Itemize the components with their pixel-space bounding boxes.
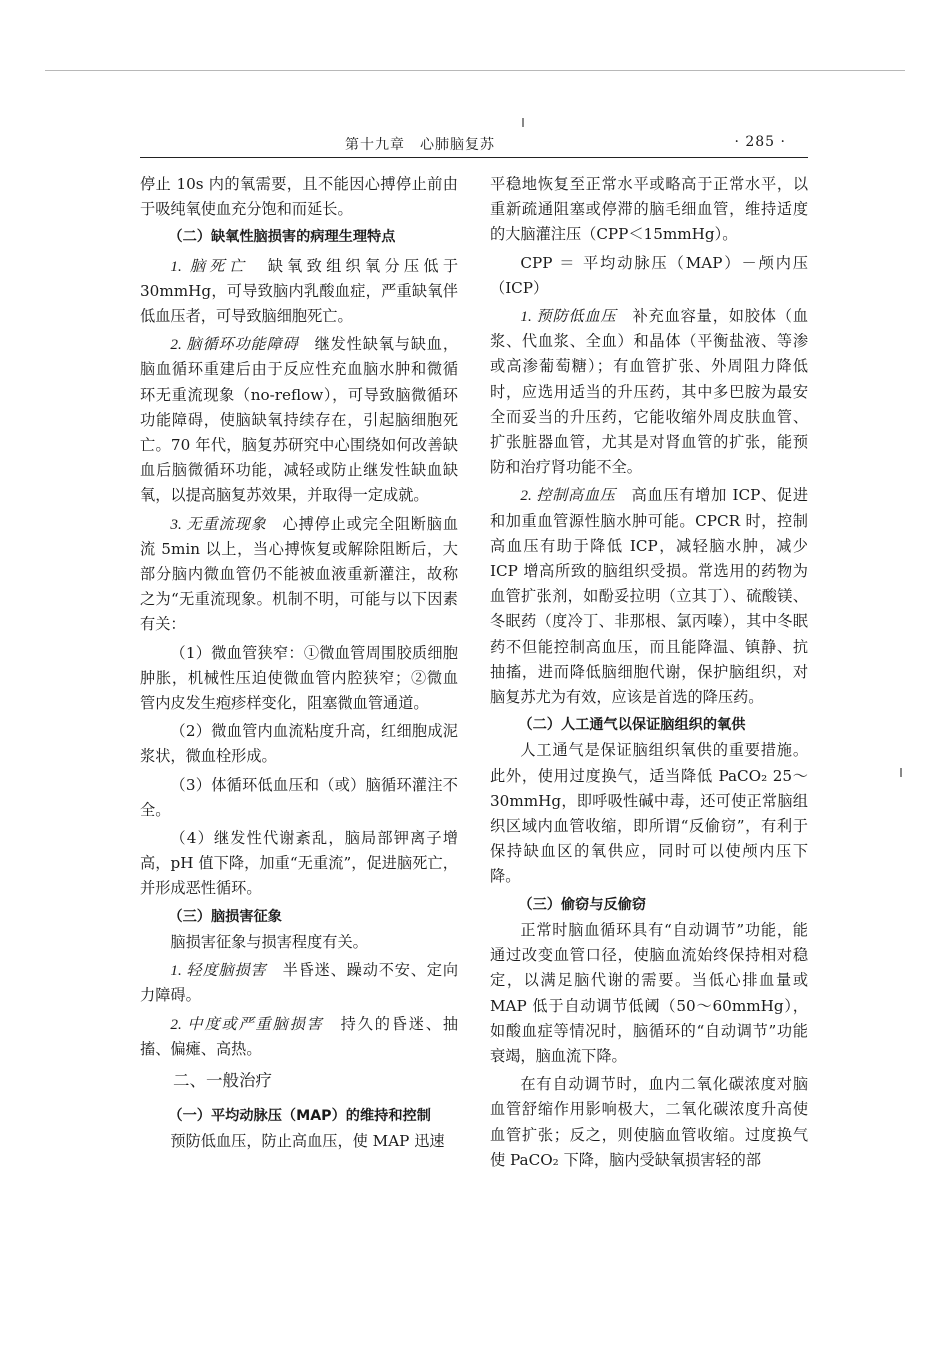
paragraph xyxy=(140,512,458,638)
chapter-title: 第十九章 心肺脑复苏 xyxy=(345,137,495,153)
paragraph xyxy=(490,483,808,710)
running-header xyxy=(140,128,808,158)
page-top-rule xyxy=(45,70,905,71)
item-text: 缺氧致组织氧分压低于 30mmHg，可导致脑内乳酸血症，严重缺氧伴低血压者，可导致脑细胞死亡。 xyxy=(140,256,459,326)
scan-mark xyxy=(900,768,902,777)
section-heading: （二）缺氧性脑损害的病理生理特点 xyxy=(168,229,396,246)
item-text: 心搏停止或完全阻断脑血流 5min 以上，当心搏恢复或解除阻断后，大部分脑内微血管仍不能被血液重新灌注，故称之为“无重流现象。机制不明，可能与以下因素有关： xyxy=(140,514,459,634)
formula: CPP ＝ 平均动脉压（MAP）－颅内压（ICP） xyxy=(490,253,808,297)
item-lead: 1. 脑死亡 xyxy=(170,257,249,275)
section-heading: （一）平均动脉压（MAP）的维持和控制 xyxy=(168,1107,431,1124)
item-lead: 1. 轻度脑损害 xyxy=(170,962,267,980)
header-rule xyxy=(140,157,808,158)
item-text: 继发性缺氧与缺血，脑血循环重建后由于反应性充血脑水肿和微循环无重流现象（no-reflow），可导致脑微循环功能障碍，使脑缺氧持续存在，引起脑细胞死亡。70 年代，脑复苏研究中心围绕如何改善缺血后脑微循环功能，减轻或防止继发性缺血缺氧，以提高脑复苏效果，并取得一定成就。 xyxy=(140,335,459,505)
chapter-section-heading: 二、一般治疗 xyxy=(173,1070,272,1090)
right-column xyxy=(490,172,808,1173)
factor-item: （4）继发性代谢紊乱，脑局部钾离子增高，pH 值下降，加重“无重流”，促进脑死亡，并形成恶性循环。 xyxy=(140,829,458,898)
paragraph: 在有自动调节时，血内二氧化碳浓度对脑血管舒缩作用影响极大，二氧化碳浓度升高使血管扩张；反之，则使脑血管收缩。过度换气使 PaCO₂ 下降，脑内受缺氧损害轻的部 xyxy=(490,1075,808,1169)
paragraph: 平稳地恢复至正常水平或略高于正常水平，以重新疏通阻塞或停滞的脑毛细血管，维持适度的大脑灌注压（CPP＜15mmHg）。 xyxy=(490,175,808,244)
paragraph: 正常时脑血循环具有“自动调节”功能，能通过改变血管口径，使脑血流始终保持相对稳定，以满足脑代谢的需要。当低心排血量或 MAP 低于自动调节低阈（50～60mmHg），如酸血症等情况时，脑循环的“自动调节”功能衰竭，脑血流下降。 xyxy=(490,920,808,1065)
item-text: 高血压有增加 ICP、促进和加重血管源性脑水肿可能。CPCR 时，控制高血压有助于降低 ICP，减轻脑水肿，减少 ICP 增高所致的脑组织受损。常选用的药物为血管扩张剂，如酚妥拉明（立其丁）、硫酸镁、冬眠药（度冷丁、非那根、氯丙嗪），其中冬眠药不但能控制高血压，而且能降温、镇静、抗抽搐，进而降低脑细胞代谢，保护脑组织，对脑复苏尤为有效，应该是首选的降压药。 xyxy=(490,486,809,707)
left-column xyxy=(140,172,458,1154)
item-lead: 2. 中度或严重脑损害 xyxy=(170,1015,324,1033)
paragraph: 人工通气是保证脑组织氧供的重要措施。此外，使用过度换气，适当降低 PaCO₂ 25～30mmHg，即呼吸性碱中毒，还可使正常脑组织区域内血管收缩，即所谓“反偷窃”，有利于保持缺血区的氧供应，同时可以使颅内压下降。 xyxy=(490,741,808,886)
factor-item: （2）微血管内血流粘度升高，红细胞成泥浆状，微血栓形成。 xyxy=(140,722,458,766)
item-lead: 2. 脑循环功能障碍 xyxy=(170,336,299,354)
paragraph xyxy=(140,1012,458,1062)
paragraph xyxy=(140,254,458,330)
paragraph xyxy=(490,304,808,480)
section-heading: （二）人工通气以保证脑组织的氧供 xyxy=(518,717,746,734)
page-number: · 285 · xyxy=(734,134,786,150)
item-text: 半昏迷、躁动不安、定向力障碍。 xyxy=(140,961,459,1005)
item-lead: 3. 无重流现象 xyxy=(170,515,267,533)
paragraph xyxy=(140,958,458,1008)
scan-mark xyxy=(522,118,524,127)
paragraph: 预防低血压，防止高血压，使 MAP 迅速 xyxy=(170,1132,445,1151)
item-lead: 2. 控制高血压 xyxy=(520,487,616,505)
item-text: 补充血容量，如胶体（血浆、代血浆、全血）和晶体（平衡盐液、等渗或高渗葡萄糖）；有血管扩张、外周阻力降低时，应选用适当的升压药，其中多巴胺为最安全而妥当的升压药，它能收缩外周皮肤血管、扩张脏器血管，尤其是对肾血管的扩张，能预防和治疗肾功能不全。 xyxy=(490,307,809,477)
section-heading: （三）偷窃与反偷窃 xyxy=(518,896,647,913)
factor-item: （3）体循环低血压和（或）脑循环灌注不全。 xyxy=(140,775,458,819)
paragraph xyxy=(140,332,458,508)
item-lead: 1. 预防低血压 xyxy=(520,308,617,326)
section-heading: （三）脑损害征象 xyxy=(168,908,282,925)
factor-item: （1）微血管狭窄：①微血管周围胶质细胞肿胀，机械性压迫使微血管内腔狭窄；②微血管内皮发生疱疹样变化，阻塞微血管通道。 xyxy=(140,643,458,713)
paragraph: 脑损害征象与损害程度有关。 xyxy=(170,932,368,951)
item-text: 持久的昏迷、抽搐、偏瘫、高热。 xyxy=(140,1014,459,1058)
paragraph: 停止 10s 内的氧需要，且不能因心搏停止前由于吸纯氧使血充分饱和而延长。 xyxy=(140,175,458,219)
